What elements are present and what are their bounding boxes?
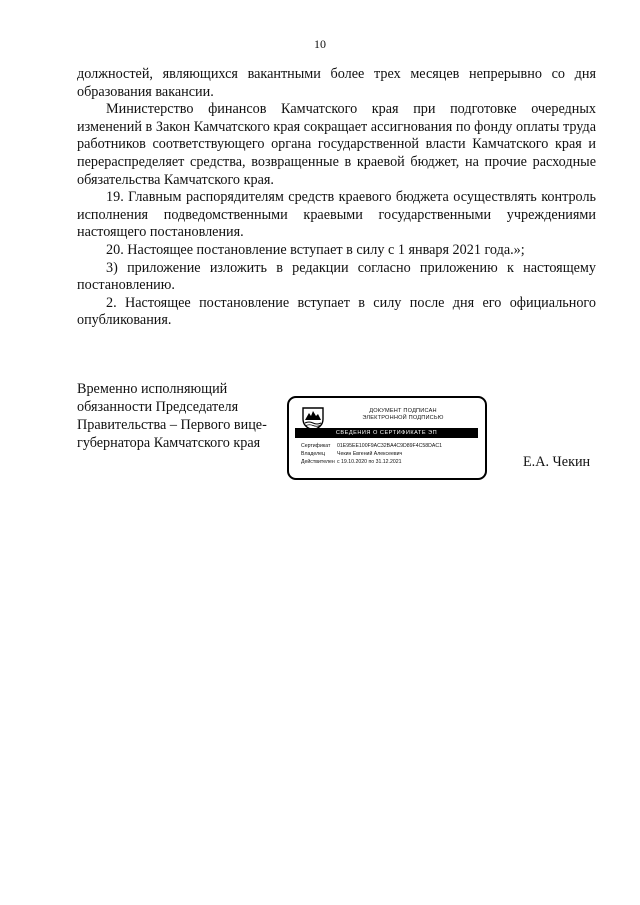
stamp-row-label: Действителен — [301, 458, 335, 465]
paragraph: 3) приложение изложить в редакции согласно приложению к настоящему постановлению. — [77, 259, 596, 294]
stamp-title — [329, 408, 477, 422]
stamp-row-owner — [301, 451, 481, 459]
signer-title — [77, 380, 287, 452]
electronic-signature-stamp — [287, 396, 487, 480]
stamp-row-label: Владелец — [301, 450, 325, 457]
stamp-title-line: ЭЛЕКТРОННОЙ ПОДПИСЬЮ — [362, 415, 444, 421]
paragraph: должностей, являющихся вакантными более трех месяцев непрерывно со дня образования вакансии. — [77, 66, 596, 100]
signer-title-line: губернатора Камчатского края — [77, 435, 261, 451]
stamp-row-value: с 19.10.2020 по 31.12.2021 — [337, 458, 402, 465]
stamp-row-label: Сертификат — [301, 443, 331, 449]
stamp-certificate-details — [301, 443, 481, 466]
signer-name: Е.А. Чекин — [523, 454, 591, 470]
paragraph: 2. Настоящее постановление вступает в силу после дня его официального опубликования. — [77, 294, 596, 329]
stamp-certificate-header: СВЕДЕНИЯ О СЕРТИФИКАТЕ ЭП — [295, 428, 478, 438]
paragraph: 20. Настоящее постановление вступает в силу с 1 января 2021 года.»; — [106, 241, 525, 258]
stamp-row-validity — [301, 459, 481, 467]
signer-title-line: Временно исполняющий — [77, 381, 228, 397]
document-body — [77, 66, 596, 330]
paragraph: Министерство финансов Камчатского края при подготовке очередных изменений в Закон Камчатского края сокращает ассигнования по фонду оплаты труда работников соответствующего органа государственной власти Камчатского края и перераспределяет средства, возвращенные в краевой бюджет, на прочие расходные обязательства Камчатского края. — [77, 101, 596, 188]
stamp-row-certificate — [301, 443, 481, 451]
stamp-row-value: 01E95EE100F9AC32BA4C9D89F4C58DAC1 — [337, 443, 442, 449]
signer-title-line: Правительства – Первого вице- — [77, 417, 267, 433]
stamp-row-value: Чекин Евгений Алексеевич — [337, 450, 403, 457]
signer-title-line: обязанности Председателя — [77, 399, 239, 415]
paragraph: 19. Главным распорядителям средств краевого бюджета осуществлять контроль исполнения подведомственными краевыми государственными учреждениями настоящего постановления. — [77, 189, 596, 241]
stamp-title-line: ДОКУМЕНТ ПОДПИСАН — [369, 408, 437, 414]
page-number: 10 — [314, 37, 326, 51]
